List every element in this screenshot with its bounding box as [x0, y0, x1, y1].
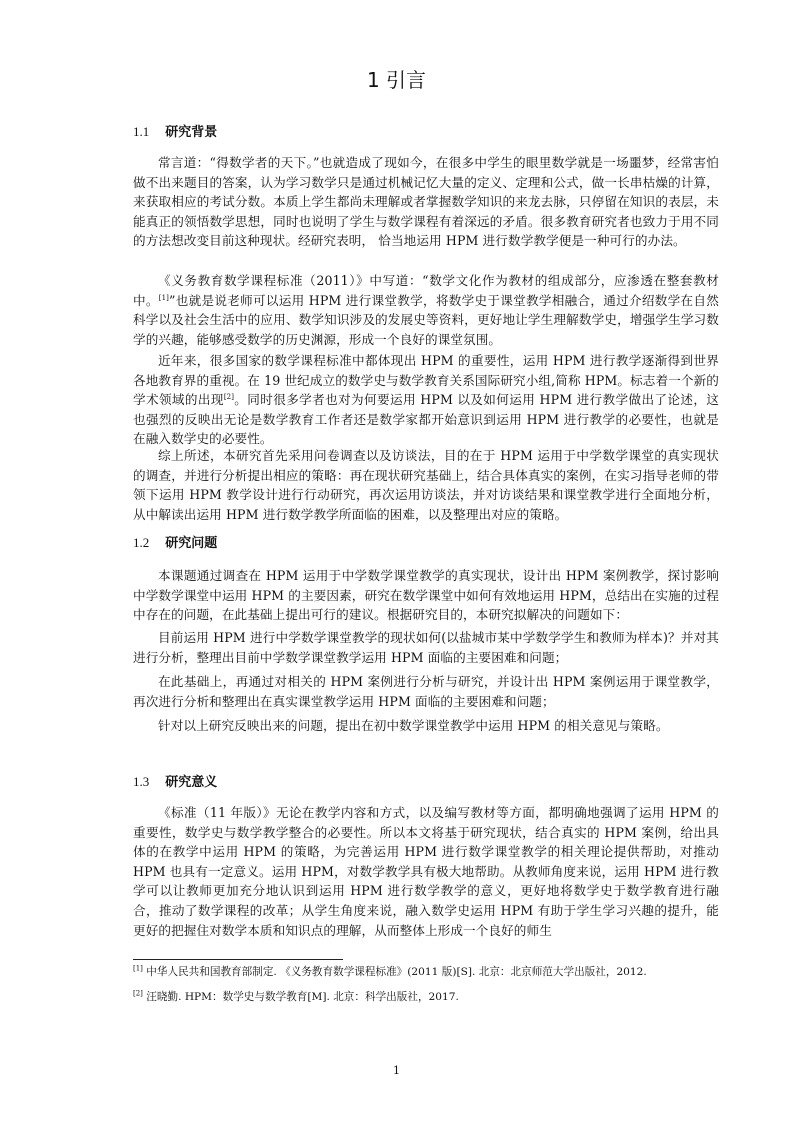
paragraph-text: ”也就是说老师可以运用 HPM 进行课堂教学，将数学史于课堂教学相融合，通过介绍数学在自然科学以及社会生活中的应用、数学知识涉及的发展史等资料，更好地让学生理解数学史，增强学生学习数学的兴趣，能够感受数学的历史渊源，形成一个良好的课堂氛围。	[133, 292, 720, 347]
section-number: 1.3	[133, 774, 150, 789]
section-heading-background	[133, 121, 217, 140]
footnote-text: 中华人民共和国教育部制定. 《义务教育数学课程标准》(2011 版)[S]. 北京：北京师范大学出版社，2012.	[146, 966, 647, 978]
chapter-title: 1 引言	[366, 68, 427, 92]
page-number: 1	[393, 1064, 400, 1077]
section-title: 研究意义	[165, 775, 218, 790]
paragraph: 针对以上研究反映出来的问题，提出在初中数学课堂教学中运用 HPM 的相关意见与策略。	[158, 718, 669, 733]
section-heading-significance	[133, 771, 217, 790]
section-number: 1.2	[133, 535, 150, 550]
paragraph: 目前运用 HPM 进行中学数学课堂教学的现状如何(以盐城市某中学数学学生和教师为样本)？并对其进行分析，整理出目前中学数学课堂教学运用 HPM 面临的主要困难和问题；	[133, 630, 719, 665]
section-title: 研究问题	[165, 536, 218, 551]
footnote-text: 汪晓勤. HPM：数学史与数学教育[M]. 北京：科学出版社，2017.	[146, 991, 459, 1003]
paragraph-text: 《义务教育数学课程标准（2011）》中写道：“数学文化作为教材的组成部分，应渗透在整套教材中。	[133, 273, 719, 308]
citation-ref: [2]	[223, 393, 235, 401]
section-title: 研究背景	[165, 125, 218, 140]
paragraph: 在此基础上，再通过对相关的 HPM 案例进行分析与研究，并设计出 HPM 案例运用于课堂教学，再次进行分析和整理出在真实课堂教学运用 HPM 面临的主要困难和问题；	[133, 674, 719, 709]
section-heading-problem	[133, 532, 217, 551]
paragraph-text: 。同时很多学者也对为何要运用 HPM 以及如何运用 HPM 进行教学做出了论述，这也强烈的反映出无论是数学教育工作者还是数学家都开始意识到运用 HPM 进行教学的必要性，也就是在融入数学史的必要性。	[133, 392, 719, 447]
paragraph: 《标准（11 年版）》无论在教学内容和方式，以及编写教材等方面，都明确地强调了运用 HPM 的重要性，数学史与数学教学整合的必要性。所以本文将基于研究现状，结合真实的 HPM 案例，给出具体的在教学中运用 HPM 的策略，为完善运用 HPM 进行数学课堂教学的相关理论提供帮助，对推动 HPM 也具有一定意义。运用 HPM，对数学教学具有极大地帮助。从教师角度来说，运用 HPM 进行教学可以让教师更加充分地认识到运用 HPM 进行数学教学的意义，更好地将数学史于数学教育进行融合，推动了数学课程的改革；从学生角度来说，融入数学史运用 HPM 有助于学生学习兴趣的提升，能更好的把握住对数学本质和知识点的理解，从而整体上形成一个良好的师生	[133, 805, 719, 938]
footnote-divider	[133, 959, 343, 960]
footnote	[133, 990, 733, 1005]
paragraph: 常言道：“得数学者的天下。”也就造成了现如今，在很多中学生的眼里数学就是一场噩梦，经常害怕做不出来题目的答案，认为学习数学只是通过机械记忆大量的定义、定理和公式，做一长串枯燥的计算，来获取相应的考试分数。本质上学生都尚未理解或者掌握数学知识的来龙去脉，只停留在知识的表层，未能真正的领悟数学思想，同时也说明了学生与数学课程有着深远的矛盾。很多教育研究者也致力于用不同的方法想改变目前这种现状。经研究表明， 恰当地运用 HPM 进行数学教学便是一种可行的办法。	[133, 155, 719, 249]
footnote-mark: [1]	[133, 964, 143, 973]
paragraph: 本课题通过调查在 HPM 运用于中学数学课堂教学的真实现状，设计出 HPM 案例教学，探讨影响中学数学课堂中运用 HPM 的主要因素，研究在数学课堂中如何有效地运用 HPM，总结出在实施的过程中存在的问题，在此基础上提出可行的建议。根据研究目的，本研究拟解决的问题如下：	[133, 568, 719, 623]
footnote-mark: [2]	[133, 989, 143, 998]
section-number: 1.1	[133, 124, 150, 139]
paragraph: 综上所述，本研究首先采用问卷调查以及访谈法，目的在于 HPM 运用于中学数学课堂的真实现状的调查，并进行分析提出相应的策略：再在现状研究基础上，结合具体真实的案例，在实习指导老师的带领下运用 HPM 教学设计进行行动研究，再次运用访谈法，并对访谈结果和课堂教学进行全面地分析，从中解读出运用 HPM 进行数学教学所面临的困难，以及整理出对应的策略。	[133, 448, 719, 522]
paragraph	[133, 351, 719, 449]
paragraph	[133, 271, 719, 349]
citation-ref: [1]	[158, 293, 169, 302]
footnote	[133, 965, 733, 980]
paragraph-text: 近年来，很多国家的数学课程标准中都体现出 HPM 的重要性，运用 HPM 进行教学逐渐得到世界各地教育界的重视。在 19 世纪成立的数学史与数学教育关系国际研究小组,简称 HPM。标志着一个新的学术领域的出现	[133, 353, 719, 408]
